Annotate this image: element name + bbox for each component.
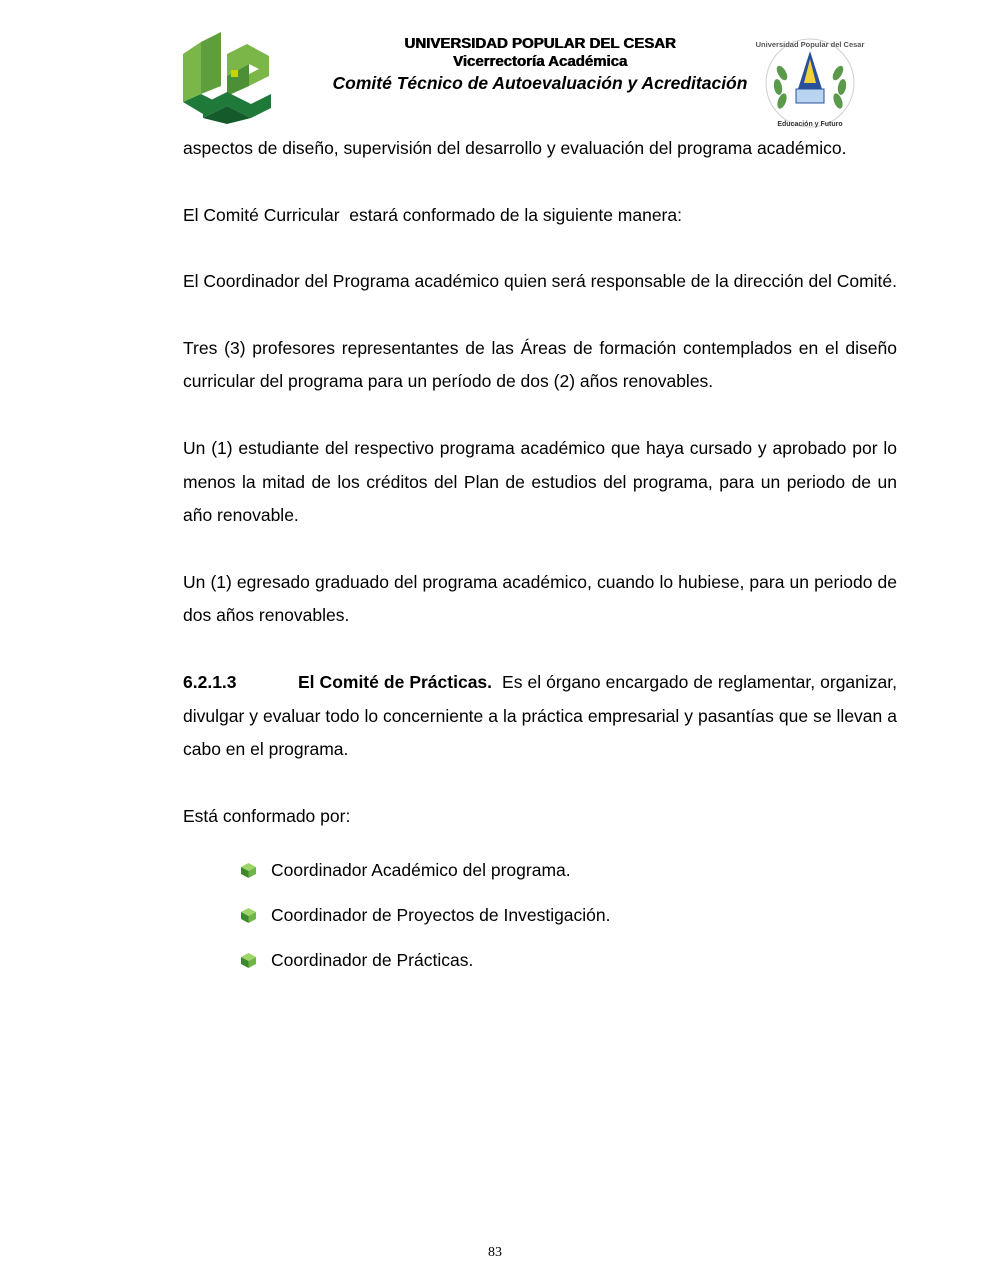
section-number: 6.2.1.3 [183,671,237,692]
green-cube-bullet-icon [240,907,257,924]
list-item-text: Coordinador Académico del programa. [271,860,571,881]
list-item [240,854,897,899]
section-text: Es el órgano encargado de reglamentar, organizar, divulgar y evaluar todo lo concerniente a la práctica empresarial y pasantías que se llevan a cabo en el programa. [183,671,902,760]
section-title: El Comité de Prácticas. [298,671,493,692]
paragraph-1: aspectos de diseño, supervisión del desarrollo y evaluación del programa académico. [183,138,847,158]
page-number: 83 [488,1245,502,1260]
committee-members-list [183,854,897,988]
list-item-text: Coordinador de Proyectos de Investigación. [271,904,611,925]
paragraph-3: El Coordinador del Programa académico quien será responsable de la dirección del Comité. [183,271,898,292]
paragraph-4: Tres (3) profesores representantes de las Áreas de formación contemplados en el diseño curricular del programa para un período de dos (2) años renovables. [183,337,897,392]
paragraph-5: Un (1) estudiante del respectivo programa académico que haya cursado y aprobado por lo menos la mitad de los créditos del Plan de estudios del programa, para un periodo de un año renovable. [183,437,897,526]
paragraph-7: Está conformado por: [183,805,351,826]
list-item [240,899,897,944]
vicerrectoria-name: Vicerrectoría Académica [452,53,628,70]
comite-name: Comité Técnico de Autoevaluación y Acreditación [332,73,748,93]
paragraph-6: Un (1) egresado graduado del programa académico, cuando lo hubiese, para un periodo de dos años renovables. [183,571,897,626]
university-name: UNIVERSIDAD POPULAR DEL CESAR [404,35,676,52]
paragraph-2: El Comité Curricular estará conformado de la siguiente manera: [183,204,682,225]
list-item [240,944,897,989]
green-cube-bullet-icon [240,862,257,879]
list-item-text: Coordinador de Prácticas. [271,949,474,970]
section-6-2-1-3 [183,666,902,767]
document-body [183,132,902,988]
seal-text-bottom: Educación y Futuro [777,121,843,128]
seal-text-top: Universidad Popular del Cesar [755,40,865,49]
green-cube-bullet-icon [240,952,257,969]
page-header [0,0,990,130]
